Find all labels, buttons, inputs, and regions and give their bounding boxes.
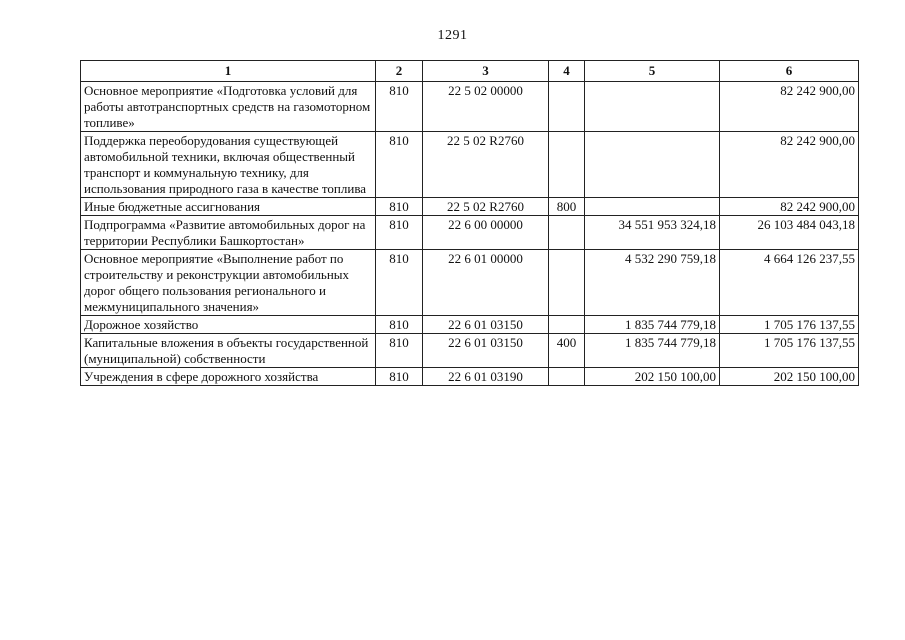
row-code-cell: 810 [376, 250, 423, 316]
row-amount-6-cell: 202 150 100,00 [720, 368, 859, 386]
row-name-cell: Дорожное хозяйство [81, 316, 376, 334]
row-amount-6-cell: 82 242 900,00 [720, 198, 859, 216]
row-amount-6-cell: 26 103 484 043,18 [720, 216, 859, 250]
table-body [81, 82, 859, 386]
row-name-cell: Учреждения в сфере дорожного хозяйства [81, 368, 376, 386]
row-code-cell: 810 [376, 316, 423, 334]
row-name-cell: Иные бюджетные ассигнования [81, 198, 376, 216]
row-amount-5-cell: 202 150 100,00 [585, 368, 720, 386]
row-code-cell: 810 [376, 216, 423, 250]
row-code-cell: 810 [376, 368, 423, 386]
table-row [81, 216, 859, 250]
column-header: 5 [585, 61, 720, 82]
budget-table [80, 60, 859, 386]
row-name-cell: Подпрограмма «Развитие автомобильных дорог на территории Республики Башкортостан» [81, 216, 376, 250]
row-amount-5-cell: 34 551 953 324,18 [585, 216, 720, 250]
table-row [81, 250, 859, 316]
row-amount-6-cell: 4 664 126 237,55 [720, 250, 859, 316]
row-expense-type-cell [549, 316, 585, 334]
row-expense-type-cell: 800 [549, 198, 585, 216]
row-amount-6-cell: 82 242 900,00 [720, 132, 859, 198]
row-amount-5-cell: 1 835 744 779,18 [585, 316, 720, 334]
row-amount-6-cell: 1 705 176 137,55 [720, 316, 859, 334]
row-code-cell: 810 [376, 82, 423, 132]
row-code-cell: 810 [376, 334, 423, 368]
column-header: 2 [376, 61, 423, 82]
table-row [81, 368, 859, 386]
row-amount-5-cell [585, 198, 720, 216]
row-target-code-cell: 22 5 02 R2760 [423, 198, 549, 216]
column-header: 3 [423, 61, 549, 82]
row-code-cell: 810 [376, 198, 423, 216]
row-expense-type-cell [549, 250, 585, 316]
row-expense-type-cell: 400 [549, 334, 585, 368]
column-header: 4 [549, 61, 585, 82]
row-amount-5-cell: 4 532 290 759,18 [585, 250, 720, 316]
table-row [81, 82, 859, 132]
table-row [81, 334, 859, 368]
table-header-row [81, 61, 859, 82]
row-target-code-cell: 22 6 00 00000 [423, 216, 549, 250]
table-row [81, 198, 859, 216]
row-amount-5-cell [585, 82, 720, 132]
row-amount-6-cell: 82 242 900,00 [720, 82, 859, 132]
row-target-code-cell: 22 6 01 03150 [423, 334, 549, 368]
row-expense-type-cell [549, 368, 585, 386]
row-target-code-cell: 22 6 01 03190 [423, 368, 549, 386]
column-header: 6 [720, 61, 859, 82]
row-amount-6-cell: 1 705 176 137,55 [720, 334, 859, 368]
row-amount-5-cell [585, 132, 720, 198]
row-expense-type-cell [549, 132, 585, 198]
row-code-cell: 810 [376, 132, 423, 198]
row-name-cell: Основное мероприятие «Выполнение работ по строительству и реконструкции автомобильных дорог общего пользования регионального и межмуниципального значения» [81, 250, 376, 316]
row-name-cell: Капитальные вложения в объекты государственной (муниципальной) собственности [81, 334, 376, 368]
row-target-code-cell: 22 6 01 03150 [423, 316, 549, 334]
row-expense-type-cell [549, 82, 585, 132]
row-amount-5-cell: 1 835 744 779,18 [585, 334, 720, 368]
table-row [81, 132, 859, 198]
row-name-cell: Основное мероприятие «Подготовка условий для работы автотранспортных средств на газомоторном топливе» [81, 82, 376, 132]
row-target-code-cell: 22 5 02 R2760 [423, 132, 549, 198]
row-expense-type-cell [549, 216, 585, 250]
page-number: 1291 [437, 28, 468, 43]
table-row [81, 316, 859, 334]
row-name-cell: Поддержка переоборудования существующей автомобильной техники, включая общественный транспорт и коммунальную технику, для использования природного газа в качестве топлива [81, 132, 376, 198]
column-header: 1 [81, 61, 376, 82]
row-target-code-cell: 22 6 01 00000 [423, 250, 549, 316]
row-target-code-cell: 22 5 02 00000 [423, 82, 549, 132]
